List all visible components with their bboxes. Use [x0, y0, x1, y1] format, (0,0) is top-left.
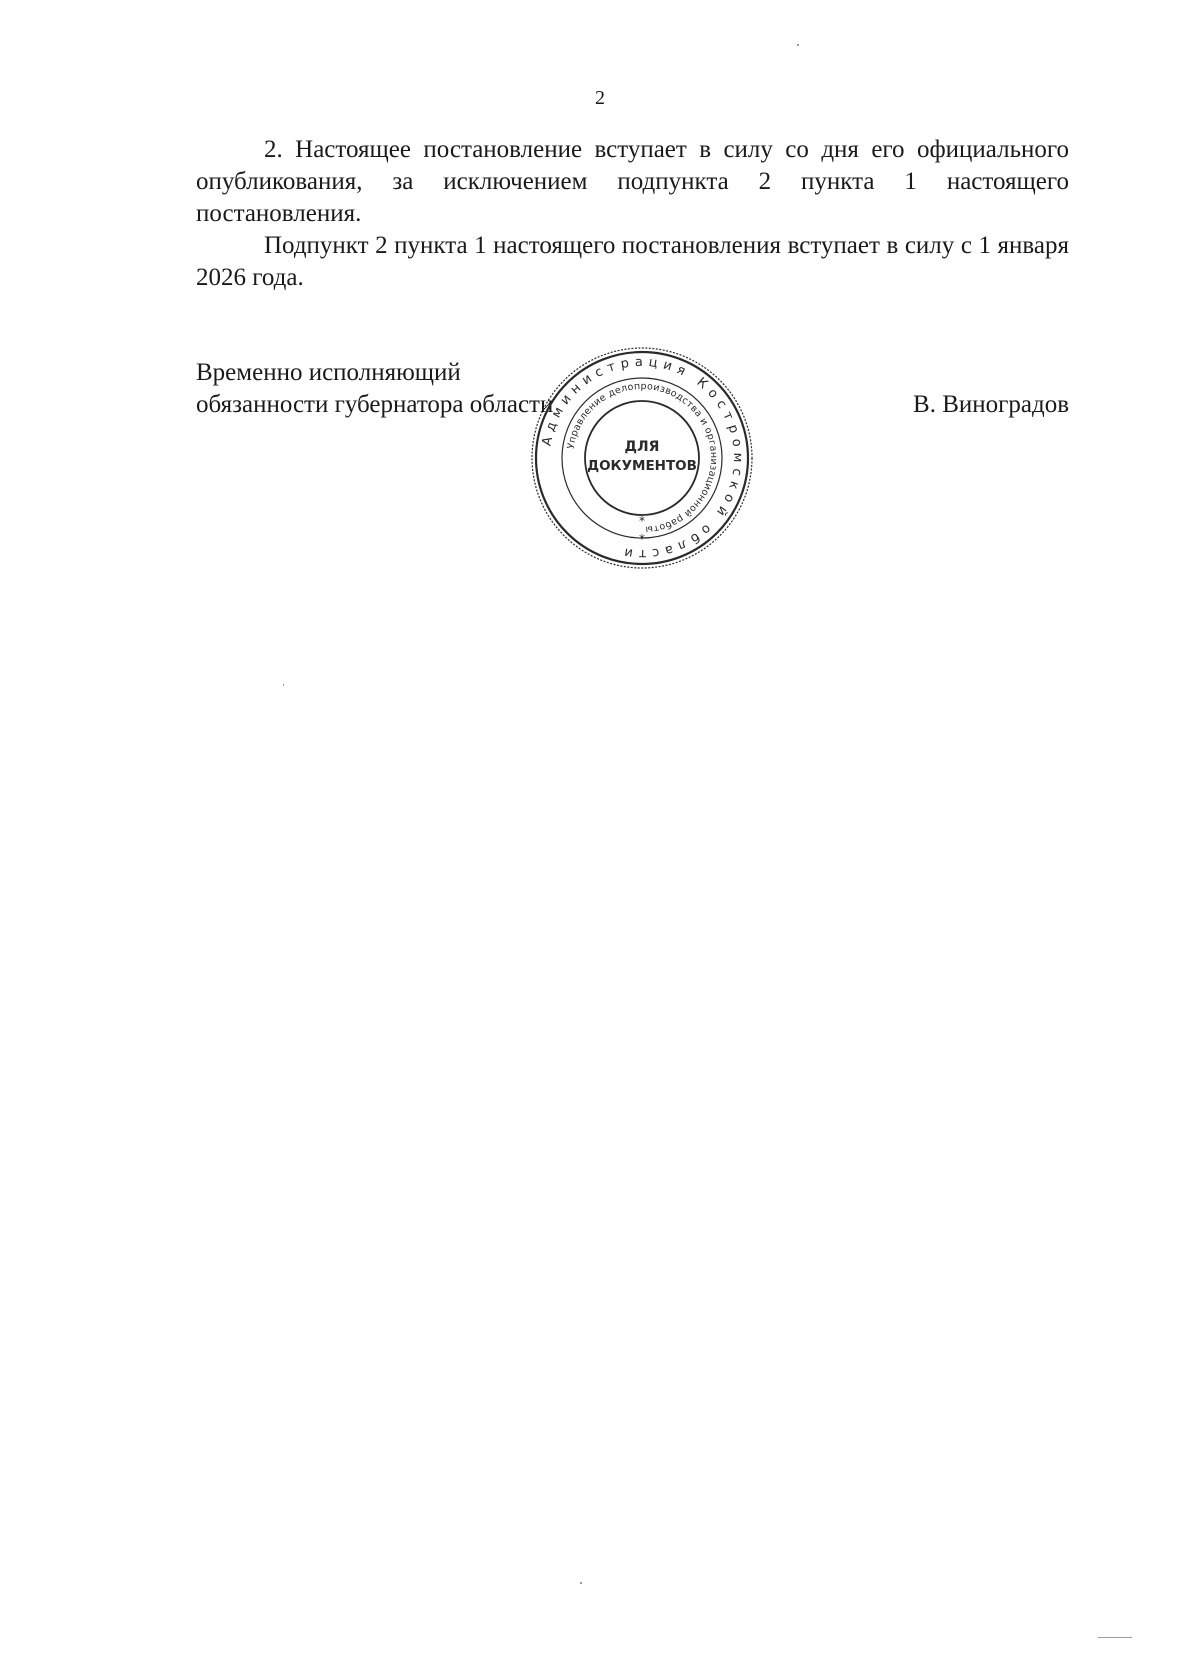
- scan-artifact: [580, 1582, 582, 1584]
- scan-artifact: [797, 44, 799, 46]
- official-seal-stamp: [527, 343, 757, 573]
- signer-title-line-2: обязанности губернатора области: [196, 391, 554, 418]
- seal-center-line-2: ДОКУМЕНТОВ: [587, 458, 697, 474]
- page-number: 2: [595, 87, 605, 109]
- seal-icon: [527, 343, 757, 573]
- seal-center-line-1: ДЛЯ: [624, 439, 660, 455]
- seal-inner-text: Управление делопроизводства и организационной работы: [565, 380, 720, 536]
- scan-artifact: [283, 684, 284, 686]
- paragraph-subpoint-effective: Подпункт 2 пункта 1 настоящего постановления вступает в силу с 1 января 2026 года.: [196, 232, 1069, 291]
- seal-star-1: *: [639, 514, 645, 528]
- seal-outer-text: Администрация Костромской области: [539, 354, 746, 562]
- scan-artifact: [1098, 1637, 1132, 1638]
- seal-star-2: *: [639, 532, 645, 546]
- signer-name: В. Виноградов: [913, 391, 1069, 418]
- document-body: [196, 134, 1069, 294]
- signer-title-line-1: Временно исполняющий: [196, 359, 461, 386]
- paragraph-effective-date: 2. Настоящее постановление вступает в силу со дня его официального опубликования, за исключением подпункта 2 пункта 1 настоящего постановления.: [196, 136, 1069, 227]
